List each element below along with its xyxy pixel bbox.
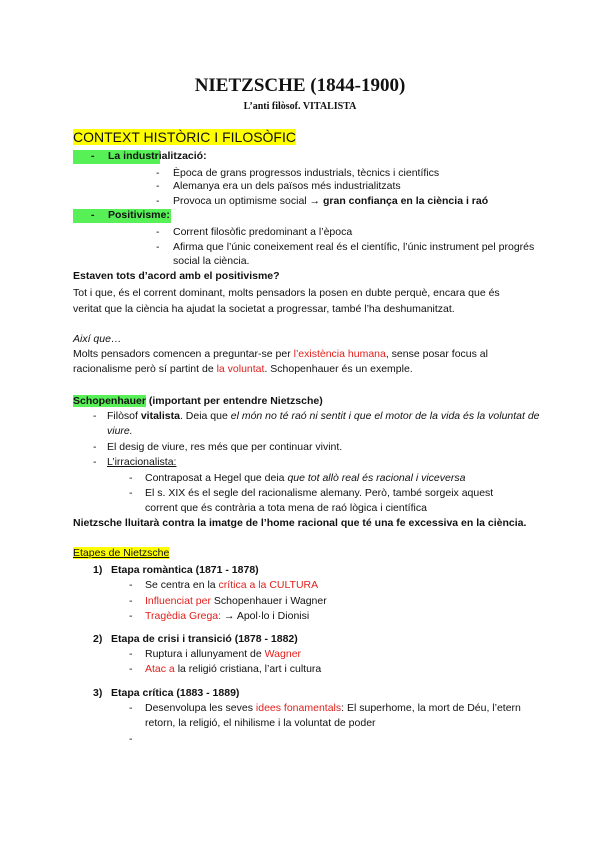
stage-1-item-3-red: Tragèdia Grega: — [145, 610, 222, 622]
stage-1-num: 1) — [93, 564, 103, 576]
positivism-bullet: - — [91, 209, 95, 221]
schop-sub-1-ital: que tot allò real és racional i viceversa — [287, 472, 466, 484]
stage-2-item-2-red: Atac a — [145, 663, 175, 675]
stage-3-empty-bullet: - — [129, 733, 133, 745]
page-title: NIETZSCHE (1844-1900) — [194, 75, 406, 96]
stage-1-item-2-bullet: - — [129, 595, 133, 607]
schop-p1-b: . Deia que — [179, 410, 231, 422]
stage-2-item-1-red: Wagner — [264, 648, 302, 660]
positivism-row — [73, 209, 171, 223]
industrial-item-3-text: Provoca un optimisme social → — [173, 195, 321, 207]
schop-item-1-bullet: - — [93, 410, 97, 422]
stage-3-item-1-red: idees fonamentals — [255, 702, 342, 714]
stage-1-item-1 — [145, 579, 318, 591]
industrial-item-3-bullet: - — [156, 195, 160, 207]
industrial-item-1: Època de grans progressos industrials, tècnics i científics — [173, 167, 440, 179]
stage-2-title: Etapa de crisi i transició (1878 - 1882) — [111, 633, 298, 645]
stage-1-item-3-bullet: - — [129, 610, 133, 622]
positivism-question: Estaven tots d’acord amb el positivisme? — [73, 270, 280, 282]
stage-3-item-1-bullet: - — [129, 702, 133, 714]
industrial-bullet: - — [91, 150, 95, 162]
schop-sub-1 — [145, 472, 465, 484]
positivism-highlight — [73, 209, 171, 223]
para2-line-2 — [73, 363, 413, 375]
para2-line-1 — [73, 348, 488, 360]
stage-1-item-1-a: Se centra en la — [145, 579, 219, 591]
schop-p1-ital: el món no té raó ni sentit i que el motor de la vida és la voluntat de — [230, 410, 540, 422]
stage-2-item-2-b: la religió cristiana, l’art i cultura — [174, 663, 322, 675]
positivism-item-2-bullet: - — [156, 241, 160, 253]
schop-item-3-bullet: - — [93, 456, 97, 468]
positivism-item-1-bullet: - — [156, 226, 160, 238]
stage-1-title: Etapa romàntica (1871 - 1878) — [111, 564, 259, 576]
para2-line-1-red: l’existència humana — [293, 348, 386, 360]
schop-p1-bold: vitalista — [140, 410, 180, 422]
positivism-item-2-line-2: social la ciència. — [173, 255, 250, 267]
context-heading-text: CONTEXT HISTÒRIC I FILOSÒFIC — [73, 129, 296, 145]
schop-sub-2-bullet: - — [129, 487, 133, 499]
industrial-item-3 — [173, 195, 488, 207]
schop-sub-2-line-1: El s. XIX és el segle del racionalisme alemany. Però, també sorgeix aquest — [145, 487, 494, 499]
schop-item-3: L’irracionalista: — [107, 456, 177, 468]
schop-item-2: El desig de viure, res més que per continuar vivint. — [107, 441, 343, 453]
page-subtitle: L’anti filòsof. VITALISTA — [243, 101, 357, 112]
stage-1-item-1-bullet: - — [129, 579, 133, 591]
positivism-label: Positivisme: — [108, 209, 170, 221]
stage-2-item-2-bullet: - — [129, 663, 133, 675]
stages-heading — [73, 547, 169, 559]
industrial-label: La industrialització: — [108, 150, 207, 162]
stage-2-num: 2) — [93, 633, 103, 645]
schop-item-1-line-1 — [107, 410, 540, 422]
schop-item-2-bullet: - — [93, 441, 97, 453]
industrial-item-2: Alemanya era un dels països més industrialitzats — [173, 180, 401, 192]
para2-line-1-b: , sense posar focus al — [385, 348, 488, 360]
schop-sub-2-line-2: corrent que és contrària a tota mena de raó lògica i científica — [145, 502, 427, 514]
stage-1-item-3-b: → Apol·lo i Dionisi — [221, 610, 310, 622]
stage-2-item-1-a: Ruptura i allunyament de — [145, 648, 265, 660]
stage-1-item-2-red: Influenciat per — [145, 595, 211, 607]
stage-3-item-1-line-2: retorn, la religió, el nihilisme i la voluntat de poder — [145, 717, 376, 729]
schopenhauer-name: Schopenhauer — [73, 395, 146, 407]
para2-line-2-a: racionalisme però sí partint de — [73, 363, 217, 375]
stage-1-item-1-red: crítica a la CULTURA — [218, 579, 319, 591]
schop-sub-1-bullet: - — [129, 472, 133, 484]
stage-1-item-3 — [145, 610, 309, 622]
stage-1-item-2 — [145, 595, 327, 607]
stage-3-item-1-line-1 — [145, 702, 521, 714]
stage-3-title: Etapa crítica (1883 - 1889) — [111, 687, 240, 699]
positivism-item-1: Corrent filosòfic predominant a l’època — [173, 226, 353, 238]
stage-2-item-1 — [145, 648, 301, 660]
schopenhauer-note: (important per entendre Nietzsche) — [145, 395, 323, 407]
stages-heading-text: Etapes de Nietzsche — [73, 547, 170, 559]
schop-item-1-line-2: viure. — [107, 425, 133, 437]
industrial-item-1-bullet: - — [156, 167, 160, 179]
positivism-item-2-line-1: Afirma que l’únic coneixement real és el científic, l’únic instrument pel progrés — [173, 241, 535, 253]
aixi-que: Així que… — [73, 333, 122, 345]
schop-p1-a: Filòsof — [107, 410, 141, 422]
schop-sub-1-a: Contraposat a Hegel que deia — [145, 472, 288, 484]
industrial-highlight — [73, 150, 207, 164]
stage-3-item-1-b: : El superhome, la mort de Déu, l’etern — [341, 702, 521, 714]
industrial-row — [73, 150, 207, 164]
para2-line-1-a: Molts pensadors comencen a preguntar-se per — [73, 348, 294, 360]
stage-3-num: 3) — [93, 687, 103, 699]
context-heading — [73, 129, 296, 145]
schopenhauer-heading — [73, 395, 323, 407]
stage-3-item-1-a: Desenvolupa les seves — [145, 702, 256, 714]
para1-line-2: veritat que la ciència ha ajudat la societat a progressar, també l’ha deshumanitzat. — [73, 303, 455, 315]
para2-line-2-b: . Schopenhauer és un exemple. — [264, 363, 413, 375]
nietzsche-conclusion: Nietzsche lluitarà contra la imatge de l’home racional que té una fe excessiva en la ciència. — [73, 517, 527, 529]
stage-2-item-1-bullet: - — [129, 648, 133, 660]
para1-line-1: Tot i que, és el corrent dominant, molts pensadors la posen en dubte perquè, encara que és — [73, 287, 500, 299]
industrial-item-3-bold: gran confiança en la ciència i raó — [320, 195, 489, 207]
para2-line-2-red: la voluntat — [216, 363, 265, 375]
stage-2-item-2 — [145, 663, 321, 675]
industrial-item-2-bullet: - — [156, 180, 160, 192]
stage-1-item-2-b: Schopenhauer i Wagner — [210, 595, 327, 607]
